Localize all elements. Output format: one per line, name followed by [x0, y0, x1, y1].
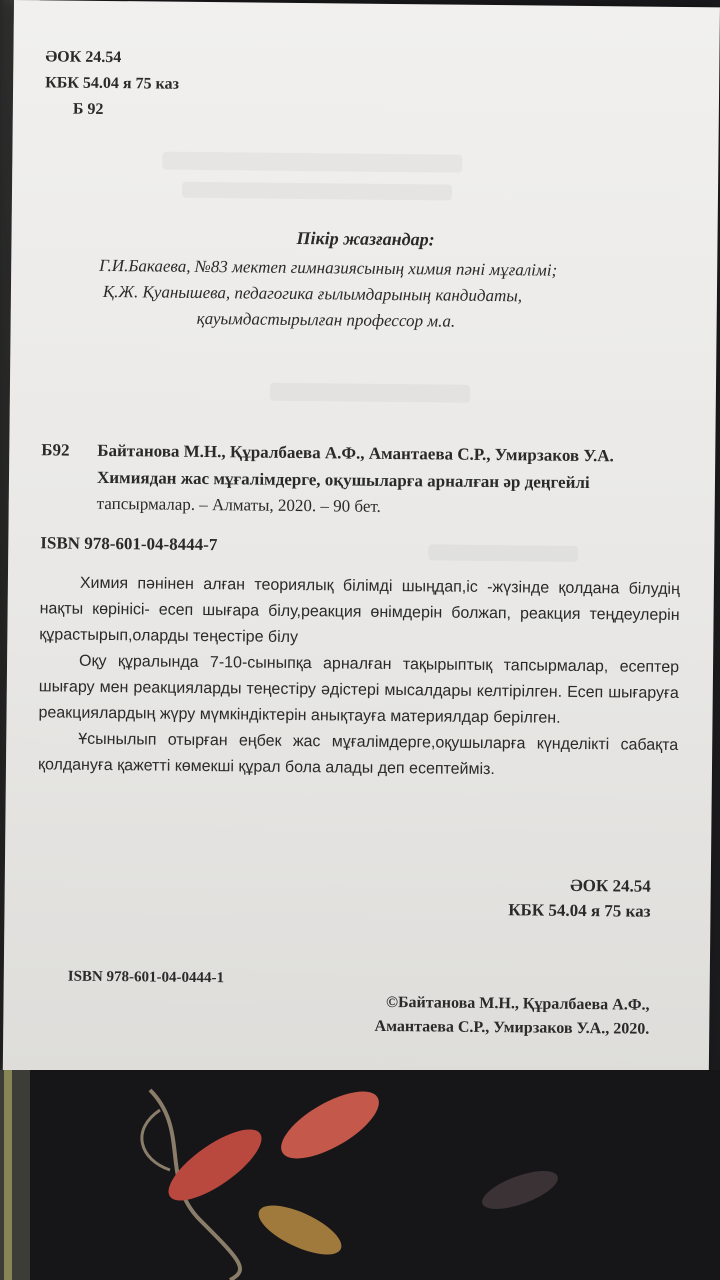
bbk-code: КБК 54.04 я 75 каз: [45, 74, 180, 93]
udc-code: ӘОК 24.54: [45, 48, 122, 67]
abstract-paragraph-3: Ұсынылып отырған еңбек жас мұғалімдерге,оқушыларға күнделікті сабақта қолдануға қажетті көмекші құрал бола алады деп есептейміз.: [37, 730, 679, 779]
show-through-ghost: [270, 383, 470, 403]
reviewer-line-3: қауымдастырылған профессор м.а.: [196, 308, 456, 331]
header-codes: [45, 44, 180, 123]
abstract-paragraph-1: Химия пәнінен алған теориялық білімді шыңдап,іс -жүзінде қолдана білудің нақты көрінісі- есеп шығара білу,реакция өнімдерін болжап, реакция теңдеулерін құрастырып,оларды теңестіре білу: [39, 574, 680, 647]
isbn-main: ISBN 978-601-04-8444-7: [40, 533, 218, 555]
copyright-line-1: ©Байтанова М.Н., Құралбаева А.Ф.,: [385, 993, 650, 1014]
copyright-line-2: Амантаева С.Р., Умирзаков У.А., 2020.: [374, 1017, 650, 1038]
reviewer-line-1: Г.И.Бакаева, №83 мектеп гимназиясының химия пәні мұғалімі;: [99, 255, 558, 280]
footer-bbk-code: КБК 54.04 я 75 каз: [508, 900, 651, 921]
book-edge-highlight: [4, 1070, 12, 1280]
footer-udc-code: ӘОК 24.54: [570, 875, 651, 896]
abstract: [38, 570, 680, 785]
show-through-ghost: [162, 152, 462, 173]
bibliography-title-line-2: тапсырмалар. – Алматы, 2020. – 90 бет.: [96, 493, 381, 516]
reviewer-line-2: Қ.Ж. Қуанышева, педагогика ғылымдарының кандидаты,: [102, 281, 523, 306]
tablecloth-pattern: [0, 1070, 720, 1280]
reviewers-title: Пікір жазғандар:: [296, 227, 435, 250]
isbn-footer: ISBN 978-601-04-0444-1: [67, 968, 225, 987]
bibliography-code: Б92: [41, 440, 70, 460]
abstract-paragraph-2: Оқу құралында 7-10-сыныпқа арналған тақырыптық тапсырмалар, есептер шығару мен реакцияларды теңестіру әдістері мысалдары келтірілген. Есеп шығаруға реакциялардың жүру мүмкіндіктерін анықтауға материялдар берілген.: [38, 652, 680, 727]
author-mark: Б 92: [72, 100, 104, 118]
show-through-ghost: [428, 544, 578, 562]
bibliography-authors: Байтанова М.Н., Құралбаева А.Ф., Амантаева С.Р., Умирзаков У.А.: [97, 440, 614, 466]
bibliography-title-line-1: Химиядан жас мұғалімдерге, оқушыларға арналған әр деңгейлі: [96, 467, 590, 493]
book-page: [3, 0, 720, 1079]
show-through-ghost: [182, 182, 452, 201]
